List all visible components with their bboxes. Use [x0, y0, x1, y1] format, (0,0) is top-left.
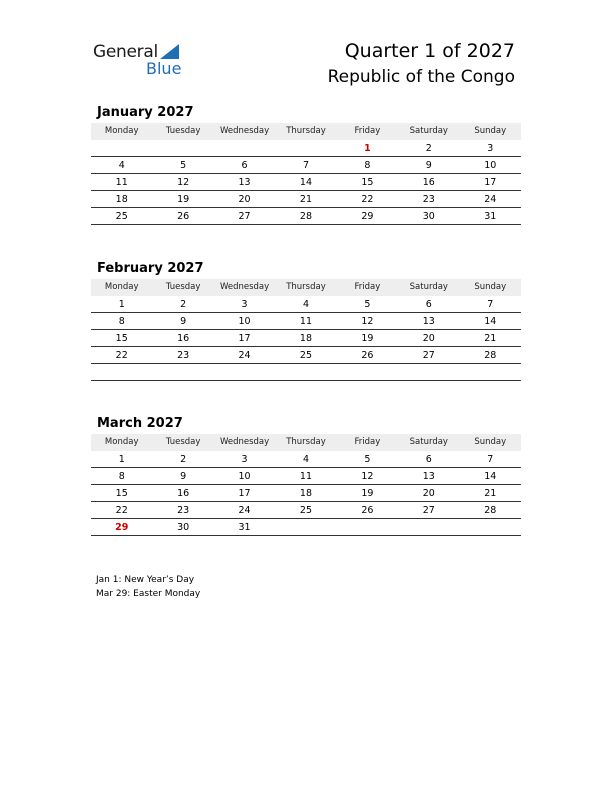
- day-cell: 23: [177, 350, 190, 361]
- day-cell: 22: [115, 350, 128, 361]
- day-cell: 8: [118, 471, 125, 482]
- weekday-label: Monday: [104, 437, 139, 447]
- month-calendar: [91, 415, 521, 536]
- day-cell: 12: [177, 177, 190, 188]
- day-cell: [337, 519, 398, 535]
- day-cell: 15: [115, 488, 128, 499]
- day-cell: 27: [422, 350, 435, 361]
- weekday-label: Tuesday: [165, 437, 201, 447]
- month-title: February 2027: [97, 261, 204, 276]
- day-cell: 14: [299, 177, 313, 188]
- week-row: [91, 451, 521, 468]
- day-cell: 19: [361, 488, 374, 499]
- day-cell: 24: [484, 194, 497, 205]
- weekday-label: Wednesday: [219, 437, 270, 447]
- day-cell: 26: [177, 211, 190, 222]
- day-cell: 4: [118, 160, 125, 171]
- day-cell: 6: [425, 454, 432, 465]
- weekday-label: Friday: [354, 126, 381, 136]
- day-cell: 27: [238, 211, 251, 222]
- day-cell: 21: [484, 333, 497, 344]
- day-cell: [214, 140, 275, 156]
- logo-triangle-icon: [160, 44, 179, 59]
- weekday-label: Friday: [354, 282, 381, 292]
- day-cell: 10: [238, 471, 251, 482]
- week-row: [91, 296, 521, 313]
- day-cell: 3: [241, 454, 248, 465]
- day-cell: [152, 140, 213, 156]
- day-cell: 15: [361, 177, 374, 188]
- day-cell: [337, 364, 398, 380]
- week-row: [91, 208, 521, 225]
- weekday-label: Saturday: [409, 282, 448, 292]
- day-cell: 11: [299, 471, 313, 482]
- week-row: [91, 191, 521, 208]
- day-cell: 29: [115, 522, 129, 533]
- day-cell: 15: [115, 333, 128, 344]
- day-cell: 16: [177, 488, 190, 499]
- week-row: [91, 347, 521, 364]
- weekday-label: Tuesday: [165, 282, 201, 292]
- day-cell: 16: [422, 177, 435, 188]
- day-cell: 2: [425, 143, 432, 154]
- month-title: January 2027: [97, 105, 194, 120]
- week-row: [91, 502, 521, 519]
- day-cell: 19: [361, 333, 374, 344]
- day-cell: 25: [115, 211, 128, 222]
- day-cell: [460, 364, 521, 380]
- day-cell: 1: [118, 454, 125, 465]
- holiday-notes: [96, 573, 200, 601]
- day-cell: 12: [361, 471, 374, 482]
- week-row: [91, 313, 521, 330]
- day-cell: 28: [484, 350, 497, 361]
- day-cell: [275, 140, 336, 156]
- day-cell: 13: [422, 471, 435, 482]
- weekday-label: Thursday: [286, 437, 326, 447]
- week-row: [91, 364, 521, 381]
- week-row: [91, 468, 521, 485]
- day-cell: 11: [115, 177, 128, 188]
- day-cell: 17: [484, 177, 497, 188]
- day-cell: [398, 364, 459, 380]
- day-cell: 4: [302, 299, 309, 310]
- weekday-label: Sunday: [474, 437, 507, 447]
- day-cell: 24: [238, 350, 251, 361]
- day-cell: 19: [177, 194, 190, 205]
- page-title: Quarter 1 of 2027: [344, 40, 515, 62]
- day-cell: 20: [422, 333, 435, 344]
- day-cell: 7: [487, 454, 494, 465]
- day-cell: 3: [241, 299, 248, 310]
- month-calendar: [91, 104, 521, 225]
- day-cell: [91, 140, 152, 156]
- day-cell: 14: [484, 316, 497, 327]
- week-row: [91, 140, 521, 157]
- day-cell: 31: [238, 522, 251, 533]
- day-cell: 21: [299, 194, 313, 205]
- day-cell: 18: [115, 194, 128, 205]
- day-cell: 8: [118, 316, 125, 327]
- day-cell: 2: [180, 454, 187, 465]
- day-cell: 10: [484, 160, 497, 171]
- week-row: [91, 174, 521, 191]
- day-cell: 1: [118, 299, 125, 310]
- day-cell: 22: [115, 505, 128, 516]
- day-cell: 9: [425, 160, 432, 171]
- day-cell: 11: [299, 316, 313, 327]
- weekday-label: Monday: [104, 126, 139, 136]
- day-cell: 29: [361, 211, 374, 222]
- day-cell: 27: [422, 505, 435, 516]
- day-cell: 3: [487, 143, 494, 154]
- day-cell: 18: [299, 333, 313, 344]
- day-cell: 6: [425, 299, 432, 310]
- day-cell: 16: [177, 333, 190, 344]
- day-cell: [91, 364, 152, 380]
- day-cell: 28: [484, 505, 497, 516]
- weekday-label: Saturday: [409, 437, 448, 447]
- day-cell: 25: [299, 350, 313, 361]
- week-row: [91, 157, 521, 174]
- day-cell: 17: [238, 488, 251, 499]
- weekday-header: [91, 434, 521, 451]
- day-cell: 9: [180, 471, 187, 482]
- day-cell: 31: [484, 211, 497, 222]
- day-cell: 30: [177, 522, 190, 533]
- day-cell: 12: [361, 316, 374, 327]
- weekday-label: Tuesday: [165, 126, 201, 136]
- day-cell: 22: [361, 194, 374, 205]
- week-row: [91, 330, 521, 347]
- day-cell: 18: [299, 488, 313, 499]
- weekday-header: [91, 279, 521, 296]
- day-cell: 14: [484, 471, 497, 482]
- weekday-label: Thursday: [286, 282, 326, 292]
- day-cell: 9: [180, 316, 187, 327]
- day-cell: 24: [238, 505, 251, 516]
- generalblue-logo: [93, 40, 188, 80]
- weekday-header: [91, 123, 521, 140]
- day-cell: 5: [364, 454, 371, 465]
- day-cell: 4: [302, 454, 309, 465]
- day-cell: 7: [302, 160, 309, 171]
- day-cell: 20: [422, 488, 435, 499]
- weekday-label: Sunday: [474, 282, 507, 292]
- day-cell: 23: [422, 194, 435, 205]
- day-cell: 8: [364, 160, 371, 171]
- holiday-note: Jan 1: New Year’s Day: [96, 575, 195, 585]
- day-cell: [152, 364, 213, 380]
- week-row: [91, 485, 521, 502]
- weekday-label: Friday: [354, 437, 381, 447]
- day-cell: 26: [361, 350, 374, 361]
- day-cell: 23: [177, 505, 190, 516]
- day-cell: 5: [180, 160, 187, 171]
- day-cell: 13: [238, 177, 251, 188]
- day-cell: 10: [238, 316, 251, 327]
- weekday-label: Monday: [104, 282, 139, 292]
- logo-text-blue: Blue: [146, 59, 182, 78]
- day-cell: [275, 519, 336, 535]
- weekday-label: Thursday: [286, 126, 326, 136]
- month-title: March 2027: [97, 416, 183, 431]
- day-cell: [398, 519, 459, 535]
- day-cell: 6: [241, 160, 248, 171]
- day-cell: [460, 519, 521, 535]
- day-cell: 1: [364, 143, 371, 154]
- day-cell: 26: [361, 505, 374, 516]
- day-cell: 30: [422, 211, 435, 222]
- day-cell: 25: [299, 505, 313, 516]
- day-cell: 2: [180, 299, 187, 310]
- weekday-label: Wednesday: [219, 126, 270, 136]
- weekday-label: Sunday: [474, 126, 507, 136]
- day-cell: 5: [364, 299, 371, 310]
- weekday-label: Saturday: [409, 126, 448, 136]
- page-subtitle: Republic of the Congo: [327, 67, 515, 87]
- logo-text-general: General: [93, 42, 158, 62]
- month-calendar: [91, 260, 521, 381]
- day-cell: 21: [484, 488, 497, 499]
- day-cell: 7: [487, 299, 494, 310]
- day-cell: 20: [238, 194, 251, 205]
- day-cell: [214, 364, 275, 380]
- week-row: [91, 519, 521, 536]
- day-cell: 28: [299, 211, 313, 222]
- day-cell: [275, 364, 336, 380]
- holiday-note: Mar 29: Easter Monday: [96, 589, 201, 599]
- weekday-label: Wednesday: [219, 282, 270, 292]
- day-cell: 13: [422, 316, 435, 327]
- day-cell: 17: [238, 333, 251, 344]
